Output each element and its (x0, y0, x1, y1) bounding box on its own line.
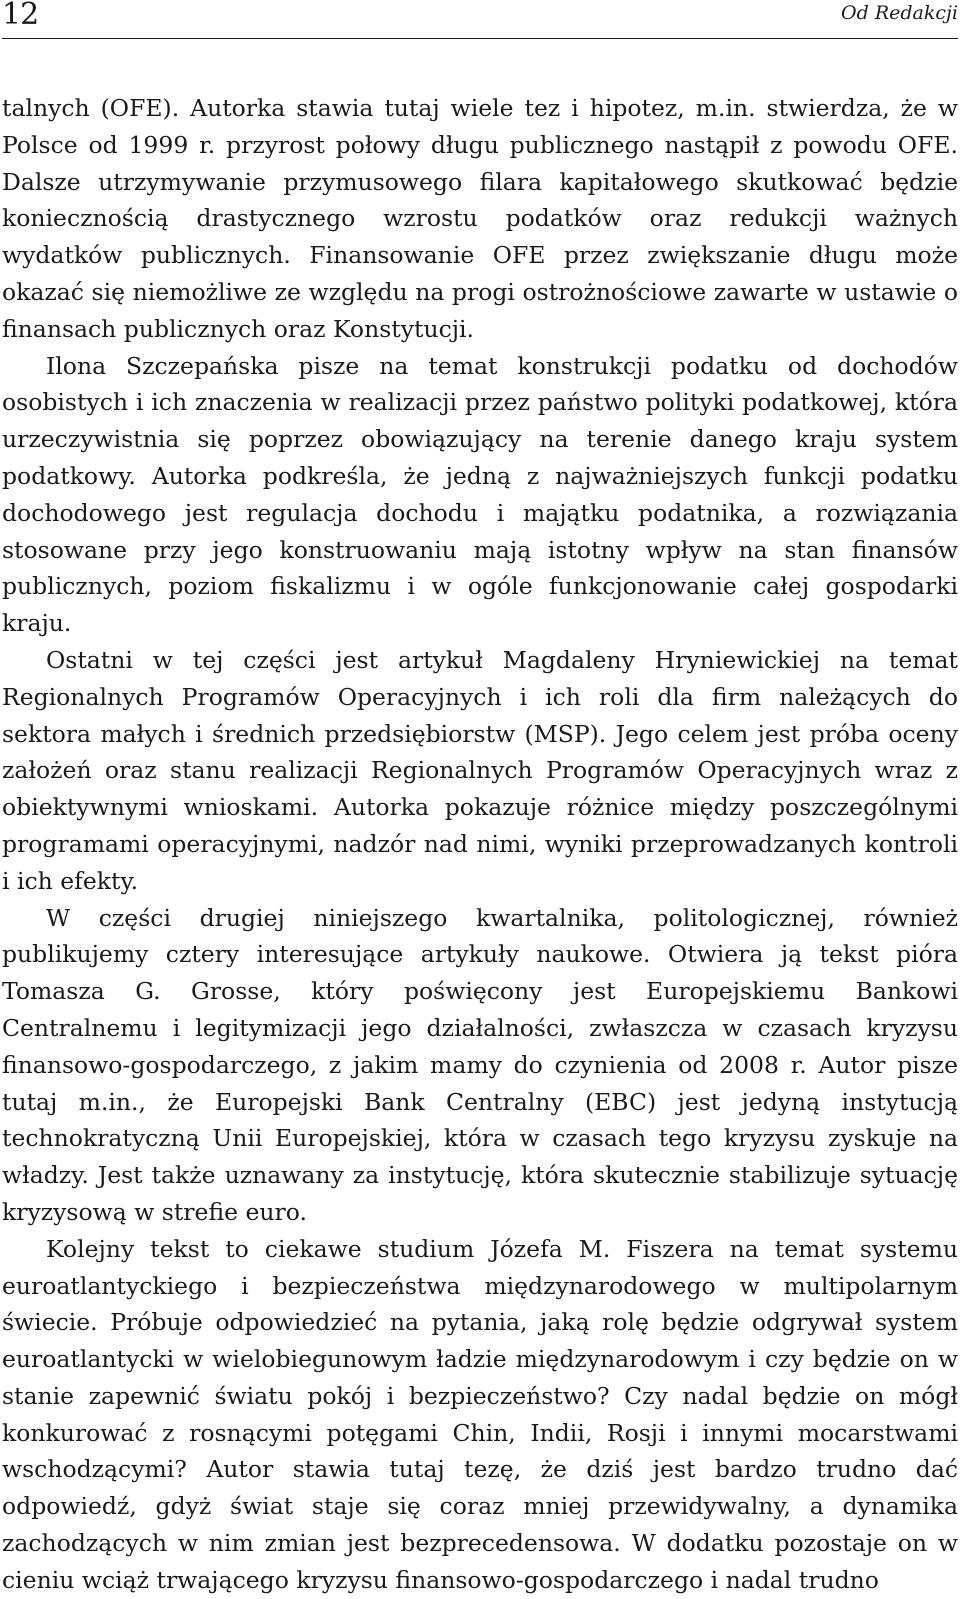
page-header (2, 0, 958, 40)
header-rule (2, 38, 958, 39)
paragraph-2: Ilona Szczepańska pisze na temat konstrukcji podatku od dochodów osobistych i ich znaczenia w realizacji przez państwo polityki podatkowej, która urzeczywistnia się poprzez obowiązujący na terenie danego kraju system podatkowy. Autorka podkreśla, że jedną z najważniejszych funkcji podatku dochodowego jest regulacja dochodu i majątku podatnika, a rozwiązania stosowane przy jego konstruowaniu mają istotny wpływ na stan finansów publicznych, poziom fiskalizmu i w ogóle funkcjonowanie całej gospodarki kraju. (2, 351, 958, 638)
body-text (2, 90, 958, 1599)
page-number: 12 (2, 0, 39, 32)
paragraph-3: Ostatni w tej części jest artykuł Magdaleny Hryniewickiej na temat Regionalnych Programów Operacyjnych i ich roli dla firm należących do sektora małych i średnich przedsiębiorstw (MSP). Jego celem jest próba oceny założeń oraz stanu realizacji Regionalnych Programów Operacyjnych wraz z obiektywnymi wnioskami. Autorka pokazuje różnice między poszczególnymi programami operacyjnymi, nadzór nad nimi, wyniki przeprowadzanych kontroli i ich efekty. (2, 645, 958, 895)
paragraph-4: W części drugiej niniejszego kwartalnika, politologicznej, również publikujemy cztery interesujące artykuły naukowe. Otwiera ją tekst pióra Tomasza G. Grosse, który poświęcony jest Europejskiemu Bankowi Centralnemu i legitymizacji jego działalności, zwłaszcza w czasach kryzysu finansowo-gospodarczego, z jakim mamy do czynienia od 2008 r. Autor pisze tutaj m.in., że Europejski Bank Centralny (EBC) jest jedyną instytucją technokratyczną Unii Europejskiej, która w czasach tego kryzysu zyskuje na władzy. Jest także uznawany za instytucję, która skutecznie stabilizuje sytuację kryzysową w strefie euro. (2, 903, 958, 1226)
paragraph-5: Kolejny tekst to ciekawe studium Józefa M. Fiszera na temat systemu euroatlantyckiego i bezpieczeństwa międzynarodowego w multipolarnym świecie. Próbuje odpowiedzieć na pytania, jaką rolę będzie odgrywał system euroatlantycki w wielobiegunowym ładzie międzynarodowym i czy będzie on w stanie zapewnić światu pokój i bezpieczeństwo? Czy nadal będzie on mógł konkurować z rosnącymi potęgami Chin, Indii, Rosji i innymi mocarstwami wschodzącymi? Autor stawia tutaj tezę, że dziś jest bardzo trudno dać odpowiedź, gdyż świat staje się coraz mniej przewidywalny, a dynamika zachodzących w nim zmian jest bezprecedensowa. W dodatku pozostaje on w cieniu wciąż trwającego kryzysu finansowo-gospodarczego i nadal trudno (2, 1234, 958, 1594)
running-head: Od Redakcji (841, 2, 958, 24)
paragraph-1: talnych (OFE). Autorka stawia tutaj wiele tez i hipotez, m.in. stwierdza, że w Polsce od 1999 r. przyrost połowy długu publicznego nastąpił z powodu OFE. Dalsze utrzymywanie przymusowego filara kapitałowego skutkować będzie koniecznością drastycznego wzrostu podatków oraz redukcji ważnych wydatków publicznych. Finansowanie OFE przez zwiększanie długu może okazać się niemożliwe ze względu na progi ostrożnościowe zawarte w ustawie o finansach publicznych oraz Konstytucji. (2, 94, 958, 343)
